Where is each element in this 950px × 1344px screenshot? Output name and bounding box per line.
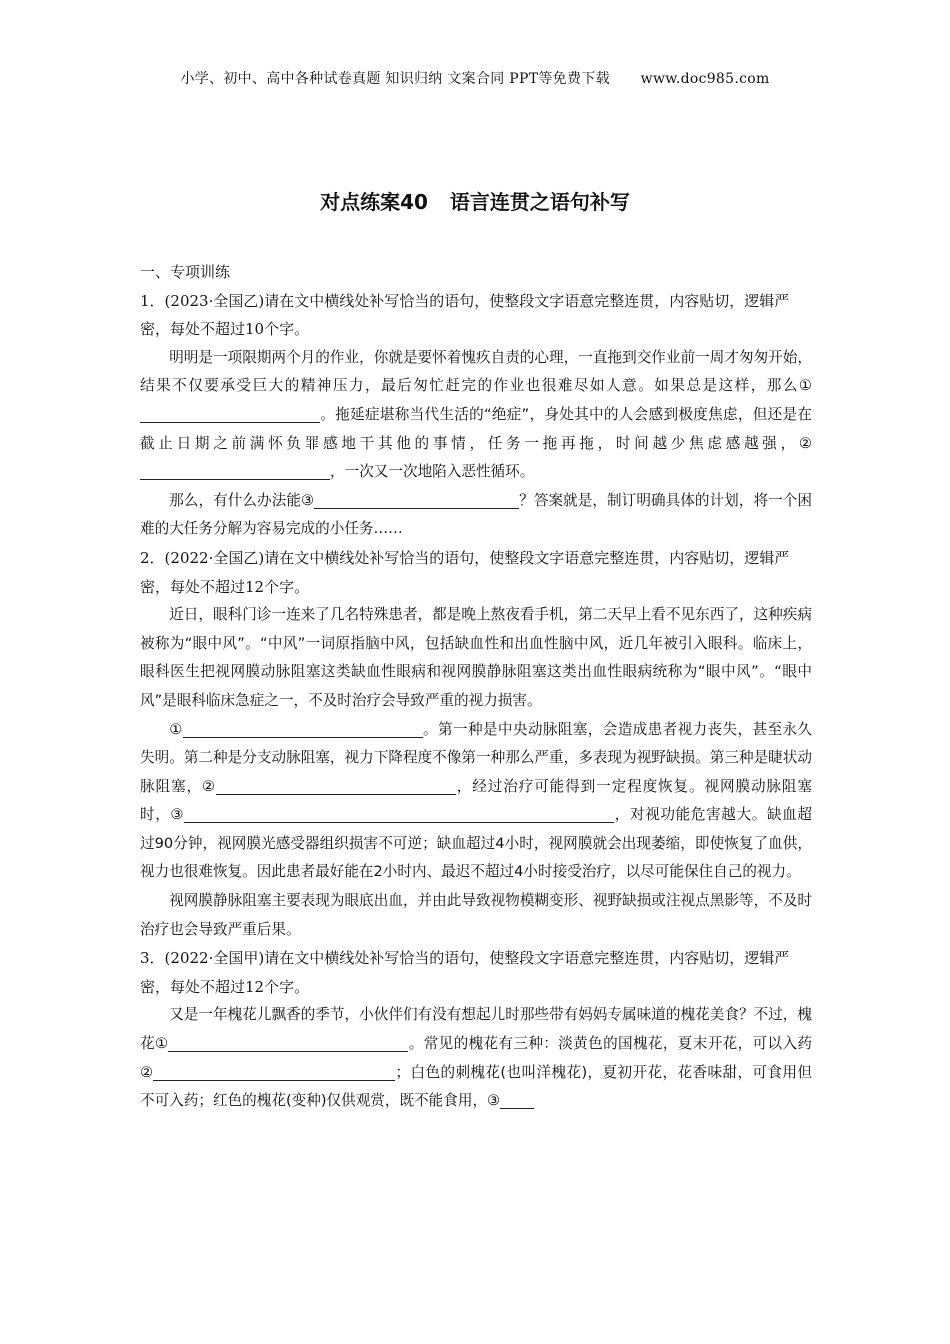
q2-text-c: ，经过治疗可能得到一定程度恢复。视网膜动脉阻塞时，③ (140, 777, 812, 824)
q1-text-c: ，一次又一次地陷入恶性循环。 (330, 463, 535, 481)
page-header (0, 68, 950, 88)
q3-text-b: 。常见的槐花有三种：淡黄色的国槐花，夏末开花，可以入药② (140, 1035, 812, 1081)
q1-text-e: ？答案就是，制订明确具体的计划，将一个困难的大任务分解为容易完成的小任务…… (140, 491, 812, 538)
q1-text-a: 明明是一项限期两个月的作业，你就是要怀着愧疚自责的心理，一直拖到交作业前一周才匆匆开始，结果不仅要承受巨大的精神压力，最后匆忙赶完的作业也很难尽如人意。如果总是这样，那么① (140, 348, 812, 395)
question-2-stem: 2．(2022·全国乙)请在文中横线处补写恰当的语句，使整段文字语意完整连贯，内容贴切，逻辑严密，每处不超过12个字。 (140, 548, 790, 596)
answer-blank[interactable] (500, 1090, 534, 1109)
question-1-stem: 1．(2023·全国乙)请在文中横线处补写恰当的语句，使整段文字语意完整连贯，内容贴切，逻辑严密，每处不超过10个字。 (140, 291, 790, 339)
question-1-paragraph-2 (140, 487, 812, 544)
question-2-paragraph-1: 近日，眼科门诊一连来了几名特殊患者，都是晚上熬夜看手机，第二天早上看不见东西了，这种疾病被称为“眼中风”。“中风”一词原指脑中风，包括缺血性和出血性脑中风，近几年被引入眼科。临床上，眼科医生把视网膜动脉阻塞这类缺血性眼病和视网膜静脉阻塞这类出血性眼病统称为“眼中风”。“眼中风”是眼科临床急症之一，不及时治疗会导致严重的视力损害。 (140, 606, 812, 709)
answer-blank[interactable] (183, 719, 423, 738)
q3-text-a: 又是一年槐花儿飘香的季节，小伙伴们有没有想起儿时那些带有妈妈专属味道的槐花美食？不过，槐花① (140, 1006, 812, 1053)
answer-blank[interactable] (216, 776, 456, 795)
header-text: 小学、初中、高中各种试卷真题 知识归纳 文案合同 PPT等免费下载 (180, 71, 610, 87)
header-site: www.doc985.com (640, 71, 770, 87)
question-3-paragraph-1 (140, 1001, 812, 1115)
answer-blank[interactable] (184, 804, 614, 823)
answer-blank[interactable] (140, 461, 330, 480)
q1-text-b: 。拖延症堪称当代生活的“绝症”，身处其中的人会感到极度焦虑，但还是在截止日期之前满怀负罪感地干其他的事情，任务一拖再拖，时间越少焦虑感越强，② (140, 405, 812, 452)
answer-blank[interactable] (153, 1062, 395, 1081)
answer-blank[interactable] (140, 404, 320, 423)
question-2-paragraph-3: 视网膜静脉阻塞主要表现为眼底出血，并由此导致视物模糊变形、视野缺损或注视点黑影等，不及时治疗也会导致严重后果。 (140, 892, 812, 938)
section-heading: 一、专项训练 (140, 263, 231, 281)
q2-text-a: ① (169, 720, 183, 738)
answer-blank[interactable] (314, 490, 519, 509)
question-2-paragraph-2 (140, 716, 812, 888)
question-1-paragraph-1 (140, 344, 812, 487)
q2-text-d: ，对视功能危害越大。缺血超过90分钟，视网膜光感受器组织损害不可逆；缺血超过4小时，视网膜就会出现萎缩，即使恢复了血供，视力也很难恢复。因此患者最好能在2小时内、最迟不超过4小时接受治疗，以尽可能保住自己的视力。 (140, 806, 812, 881)
title-right: 语言连贯之语句补写 (449, 190, 630, 214)
page-title (0, 186, 950, 215)
question-3-stem: 3．(2022·全国甲)请在文中横线处补写恰当的语句，使整段文字语意完整连贯，内容贴切，逻辑严密，每处不超过12个字。 (140, 949, 790, 996)
q2-text-b: 。第一种是中央动脉阻塞，会造成患者视力丧失，甚至永久失明。第二种是分支动脉阻塞，视力下降程度不像第一种那么严重，多表现为视野缺损。第三种是睫状动脉阻塞，② (140, 720, 812, 795)
q1-text-d: 那么，有什么办法能③ (169, 491, 315, 509)
document-body (140, 258, 812, 1116)
title-left: 对点练案40 (320, 190, 428, 214)
q3-text-c: ；白色的刺槐花(也叫洋槐花)，夏初开花，花香味甜，可食用但不可入药；红色的槐花(变种)仅供观赏，既不能食用，③ (140, 1063, 812, 1110)
answer-blank[interactable] (168, 1033, 408, 1052)
